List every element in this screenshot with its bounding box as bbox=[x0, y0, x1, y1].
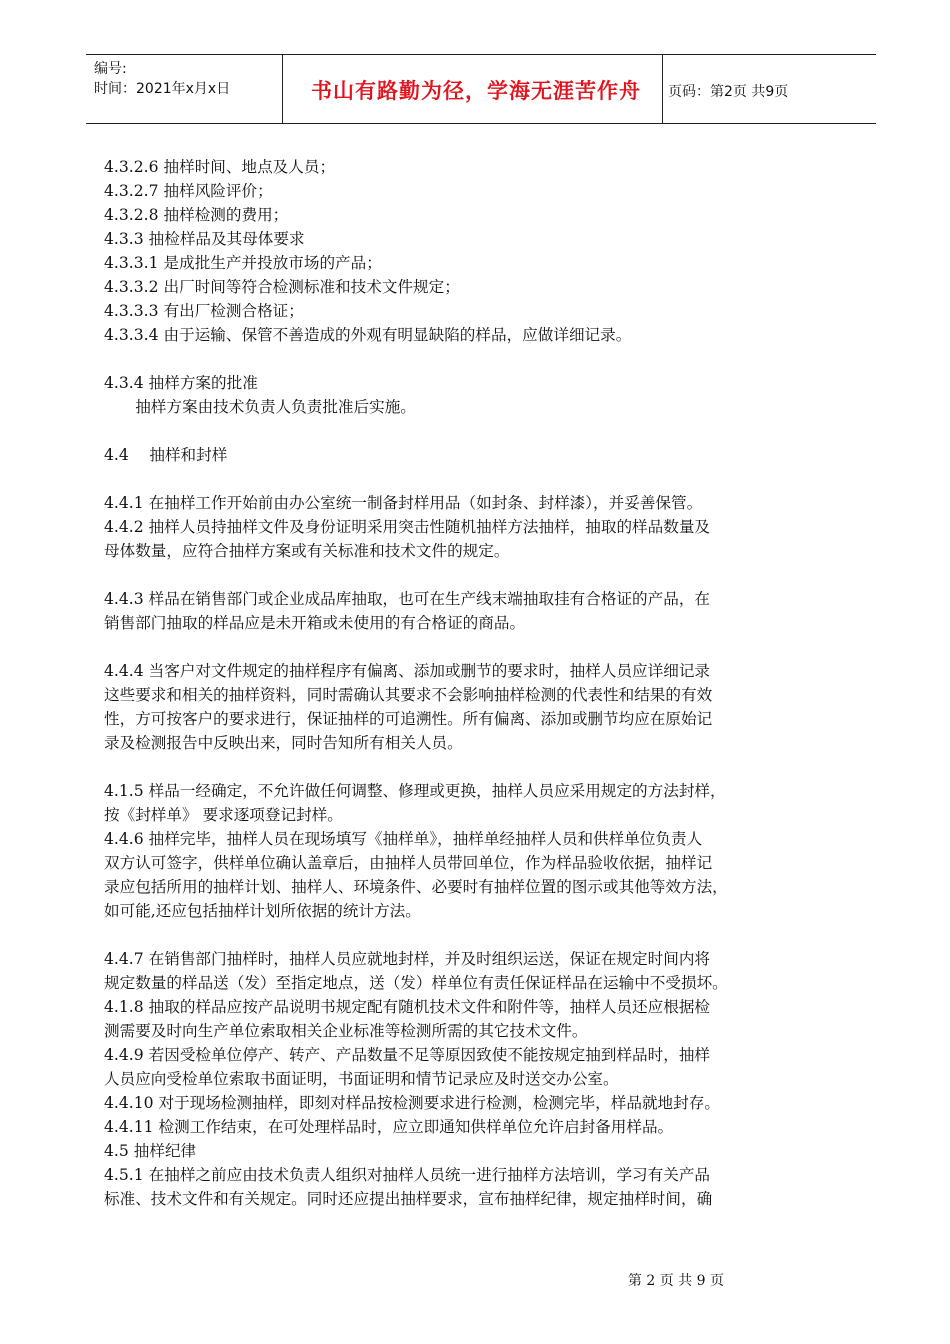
body-text-line: 4.3.2.6 抽样时间、地点及人员； bbox=[104, 158, 336, 176]
paragraph-gap bbox=[104, 419, 854, 443]
body-text-line: 双方认可签字，供样单位确认盖章后，由抽样人员带回单位，作为样品验收依据，抽样记 bbox=[104, 854, 713, 872]
document-body bbox=[104, 155, 854, 1211]
body-text-line: 这些要求和相关的抽样资料，同时需确认其要求不会影响抽样检测的代表性和结果的有效 bbox=[104, 686, 713, 704]
body-text-line: 标准、技术文件和有关规定。同时还应提出抽样要求，宣布抽样纪律，规定抽样时间，确 bbox=[104, 1190, 713, 1208]
body-text-line: 测需要及时向生产单位索取相关企业标准等检测所需的其它技术文件。 bbox=[104, 1022, 588, 1040]
paragraph-gap bbox=[104, 467, 854, 491]
body-text-line: 4.4.6 抽样完毕，抽样人员在现场填写《抽样单》，抽样单经抽样人员和供样单位负责人 bbox=[104, 830, 703, 848]
body-text-line: 4.3.3.3 有出厂检测合格证； bbox=[104, 302, 304, 320]
page-footer bbox=[0, 1270, 950, 1290]
body-text-line: 按《封样单》 要求逐项登记封样。 bbox=[104, 806, 343, 824]
body-text-line: 4.3.3.1 是成批生产并投放市场的产品； bbox=[104, 254, 382, 272]
body-text-line: 母体数量，应符合抽样方案或有关标准和技术文件的规定。 bbox=[104, 542, 510, 560]
body-text-line: 4.3.2.8 抽样检测的费用； bbox=[104, 206, 289, 224]
body-text-line: 4.5.1 在抽样之前应由技术负责人组织对抽样人员统一进行抽样方法培训，学习有关产品 bbox=[104, 1166, 711, 1184]
body-text-line: 规定数量的样品送（发）至指定地点，送（发）样单位有责任保证样品在运输中不受损坏。 bbox=[104, 974, 728, 992]
body-text-line: 录应包括所用的抽样计划、抽样人、环境条件、必要时有抽样位置的图示或其他等效方法， bbox=[104, 878, 728, 896]
header-meta bbox=[94, 59, 230, 99]
body-text-line: 4.4.11 检测工作结束，在可处理样品时，应立即通知供样单位允许启封备用样品。 bbox=[104, 1118, 674, 1136]
body-text-line: 4.1.8 抽取的样品应按产品说明书规定配有随机技术文件和附件等，抽样人员还应根据检 bbox=[104, 998, 711, 1016]
paragraph-gap bbox=[104, 923, 854, 947]
body-text-line: 录及检测报告中反映出来，同时告知所有相关人员。 bbox=[104, 734, 463, 752]
body-text-line: 4.3.3.2 出厂时间等符合检测标准和技术文件规定； bbox=[104, 278, 460, 296]
body-text-line: 4.4 抽样和封样 bbox=[104, 446, 228, 464]
body-text-line: 4.4.7 在销售部门抽样时，抽样人员应就地封样，并及时组织运送，保证在规定时间内将 bbox=[104, 950, 711, 968]
footer-page-number: 第 2 页 共 9 页 bbox=[627, 1273, 724, 1289]
page-header bbox=[86, 54, 876, 124]
body-text-line: 4.4.3 样品在销售部门或企业成品库抽取，也可在生产线末端抽取挂有合格证的产品，在 bbox=[104, 590, 711, 608]
body-text-line: 4.5 抽样纪律 bbox=[104, 1142, 197, 1160]
document-number-label: 编号: bbox=[94, 61, 127, 77]
document-time-label: 时间：2021年x月x日 bbox=[94, 81, 231, 97]
paragraph-gap bbox=[104, 563, 854, 587]
header-divider-right bbox=[662, 55, 663, 123]
body-text-line: 人员应向受检单位索取书面证明，书面证明和情节记录应及时送交办公室。 bbox=[104, 1070, 619, 1088]
body-text-line: 销售部门抽取的样品应是未开箱或未使用的有合格证的商品。 bbox=[104, 614, 526, 632]
paragraph-gap bbox=[104, 635, 854, 659]
header-divider-left bbox=[282, 55, 283, 123]
body-text-line: 4.3.2.7 抽样风险评价； bbox=[104, 182, 273, 200]
body-text-line: 4.3.4 抽样方案的批准 bbox=[104, 374, 258, 392]
body-text-line: 抽样方案由技术负责人负责批准后实施。 bbox=[104, 398, 416, 416]
header-motto: 书山有路勤为径，学海无涯苦作舟 bbox=[311, 79, 641, 103]
body-text-line: 4.4.1 在抽样工作开始前由办公室统一制备封样用品（如封条、封样漆），并妥善保管。 bbox=[104, 494, 703, 512]
header-page-label: 页码：第2页 共9页 bbox=[668, 84, 789, 100]
body-text-line: 4.1.5 样品一经确定，不允许做任何调整、修理或更换，抽样人员应采用规定的方法封样， bbox=[104, 782, 726, 800]
body-text-line: 4.3.3.4 由于运输、保管不善造成的外观有明显缺陷的样品，应做详细记录。 bbox=[104, 326, 632, 344]
paragraph-gap bbox=[104, 347, 854, 371]
body-text-line: 4.4.2 抽样人员持抽样文件及身份证明采用突击性随机抽样方法抽样，抽取的样品数量及 bbox=[104, 518, 711, 536]
body-text-line: 4.4.9 若因受检单位停产、转产、产品数量不足等原因致使不能按规定抽到样品时，抽样 bbox=[104, 1046, 711, 1064]
body-text-line: 4.3.3 抽检样品及其母体要求 bbox=[104, 230, 305, 248]
paragraph-gap bbox=[104, 755, 854, 779]
body-text-line: 如可能,还应包括抽样计划所依据的统计方法。 bbox=[104, 902, 421, 920]
body-text-line: 4.4.10 对于现场检测抽样，即刻对样品按检测要求进行检测，检测完毕，样品就地封存。 bbox=[104, 1094, 720, 1112]
body-text-line: 性，方可按客户的要求进行，保证抽样的可追溯性。所有偏离、添加或删节均应在原始记 bbox=[104, 710, 713, 728]
body-text-line: 4.4.4 当客户对文件规定的抽样程序有偏离、添加或删节的要求时，抽样人员应详细记录 bbox=[104, 662, 711, 680]
